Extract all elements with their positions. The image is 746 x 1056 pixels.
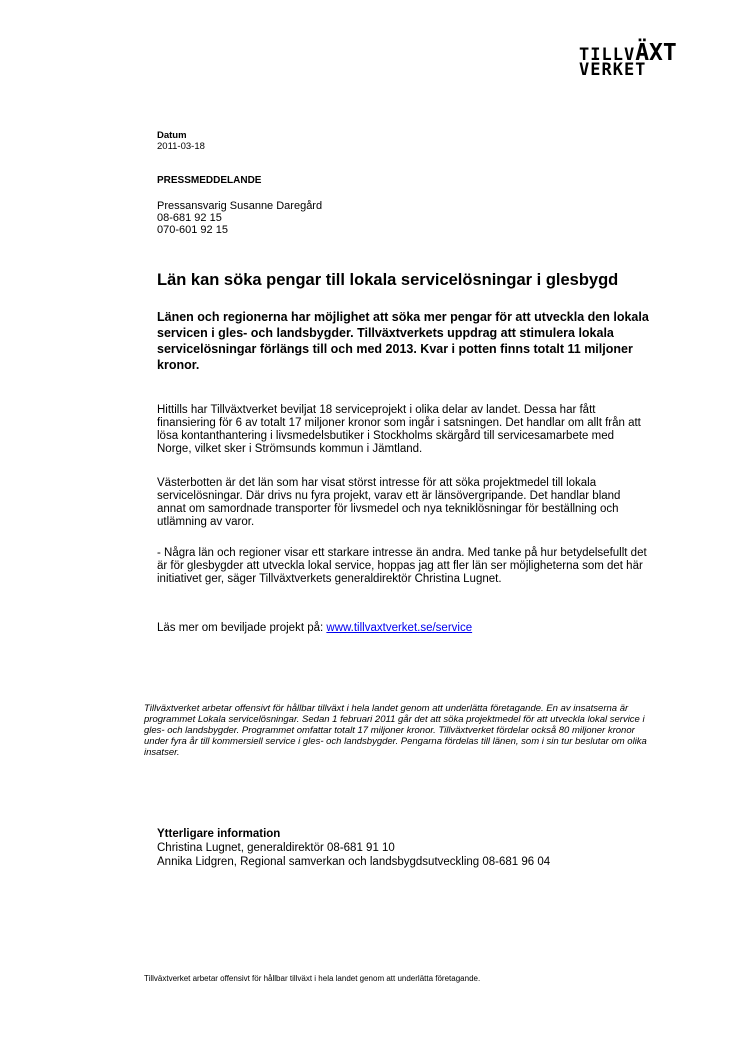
date-value: 2011-03-18 xyxy=(157,141,205,152)
service-link[interactable]: www.tillvaxtverket.se/service xyxy=(326,622,473,634)
page-footer: Tillväxtverket arbetar offensivt för hållbar tillväxt i hela landet genom att underlätta företagande. xyxy=(144,974,481,983)
read-more xyxy=(157,622,649,635)
logo-line-2: VERKET xyxy=(579,60,647,80)
headline-block xyxy=(157,270,697,290)
logo-line-1-big: ÄXT xyxy=(635,40,677,66)
date-block xyxy=(157,130,205,152)
info-contact-2: Annika Lidgren, Regional samverkan och landsbygdsutveckling 08-681 96 04 xyxy=(157,856,551,868)
body-text-2: Västerbotten är det län som har visat störst intresse för att söka projektmedel till lokala servicelösningar. Där drivs nu fyra projekt, varav ett är länsövergripande. Det handlar bland annat om samordnade transporter för livsmedel och nya tekniklösningar för beställning och utlämning av varor. xyxy=(157,477,621,528)
press-contact xyxy=(157,200,662,236)
info-heading: Ytterligare information xyxy=(157,828,281,840)
body-paragraph-1 xyxy=(157,404,649,456)
body-text-3: - Några län och regioner visar ett starkare intresse än andra. Med tanke på hur betydelsefullt det är för glesbygder att utveckla lokal service, hoppas jag att fler län ser möjligheterna som det här initiativet ger, säger Tillväxtverkets generaldirektör Christina Lugnet. xyxy=(157,547,647,585)
document-type: PRESSMEDDELANDE xyxy=(157,175,262,186)
info-contact-1: Christina Lugnet, generaldirektör 08-681 91 10 xyxy=(157,842,395,854)
body-paragraph-2 xyxy=(157,477,649,529)
read-more-text: Läs mer om beviljade projekt på: xyxy=(157,622,327,634)
logo-line-1-prefix: TILLV xyxy=(579,45,636,65)
additional-info xyxy=(157,827,677,869)
lead-block xyxy=(157,309,662,373)
about-block xyxy=(144,703,649,758)
body-paragraph-3 xyxy=(157,547,649,586)
press-responsible: Pressansvarig Susanne Daregård xyxy=(157,200,323,212)
about-text: Tillväxtverket arbetar offensivt för hållbar tillväxt i hela landet genom att underlätta företagande. En av insatserna är programmet Lokala servicelösningar. Sedan 1 februari 2011 går det att söka projektmedel för att utveckla lokal service i gles- och landsbygder. Programmet omfattar totalt 17 miljoner kronor. Tillväxtverket fördelar också 80 miljoner kronor under fyra år till kommersiell service i gles- och landsbygder. Pengarna fördelas till länen, som i sin tur beslutar om olika insatser. xyxy=(144,703,647,758)
body-text-1: Hittills har Tillväxtverket beviljat 18 serviceprojekt i olika delar av landet. Dessa har fått finansiering för 6 av totalt 17 miljoner kronor som ingår i satsningen. Det handlar om allt från att lösa kontanthantering i livsmedelsbutiker i Stockholms skärgård till servicesamarbete med Norge, vilket sker i Strömsunds kommun i Jämtland. xyxy=(157,404,641,455)
press-phone-1: 08-681 92 15 xyxy=(157,212,222,224)
headline: Län kan söka pengar till lokala servicelösningar i glesbygd xyxy=(157,271,619,289)
tillvaxtverket-logo xyxy=(579,42,677,79)
date-label: Datum xyxy=(157,130,187,141)
lead-paragraph: Länen och regionerna har möjlighet att söka mer pengar för att utveckla den lokala servicen i gles- och landsbygder. Tillväxtverkets uppdrag att stimulera lokala servicelösningar förlängs till och med 2013. Kvar i potten finns totalt 11 miljoner kronor. xyxy=(157,310,649,372)
press-phone-2: 070-601 92 15 xyxy=(157,224,228,236)
